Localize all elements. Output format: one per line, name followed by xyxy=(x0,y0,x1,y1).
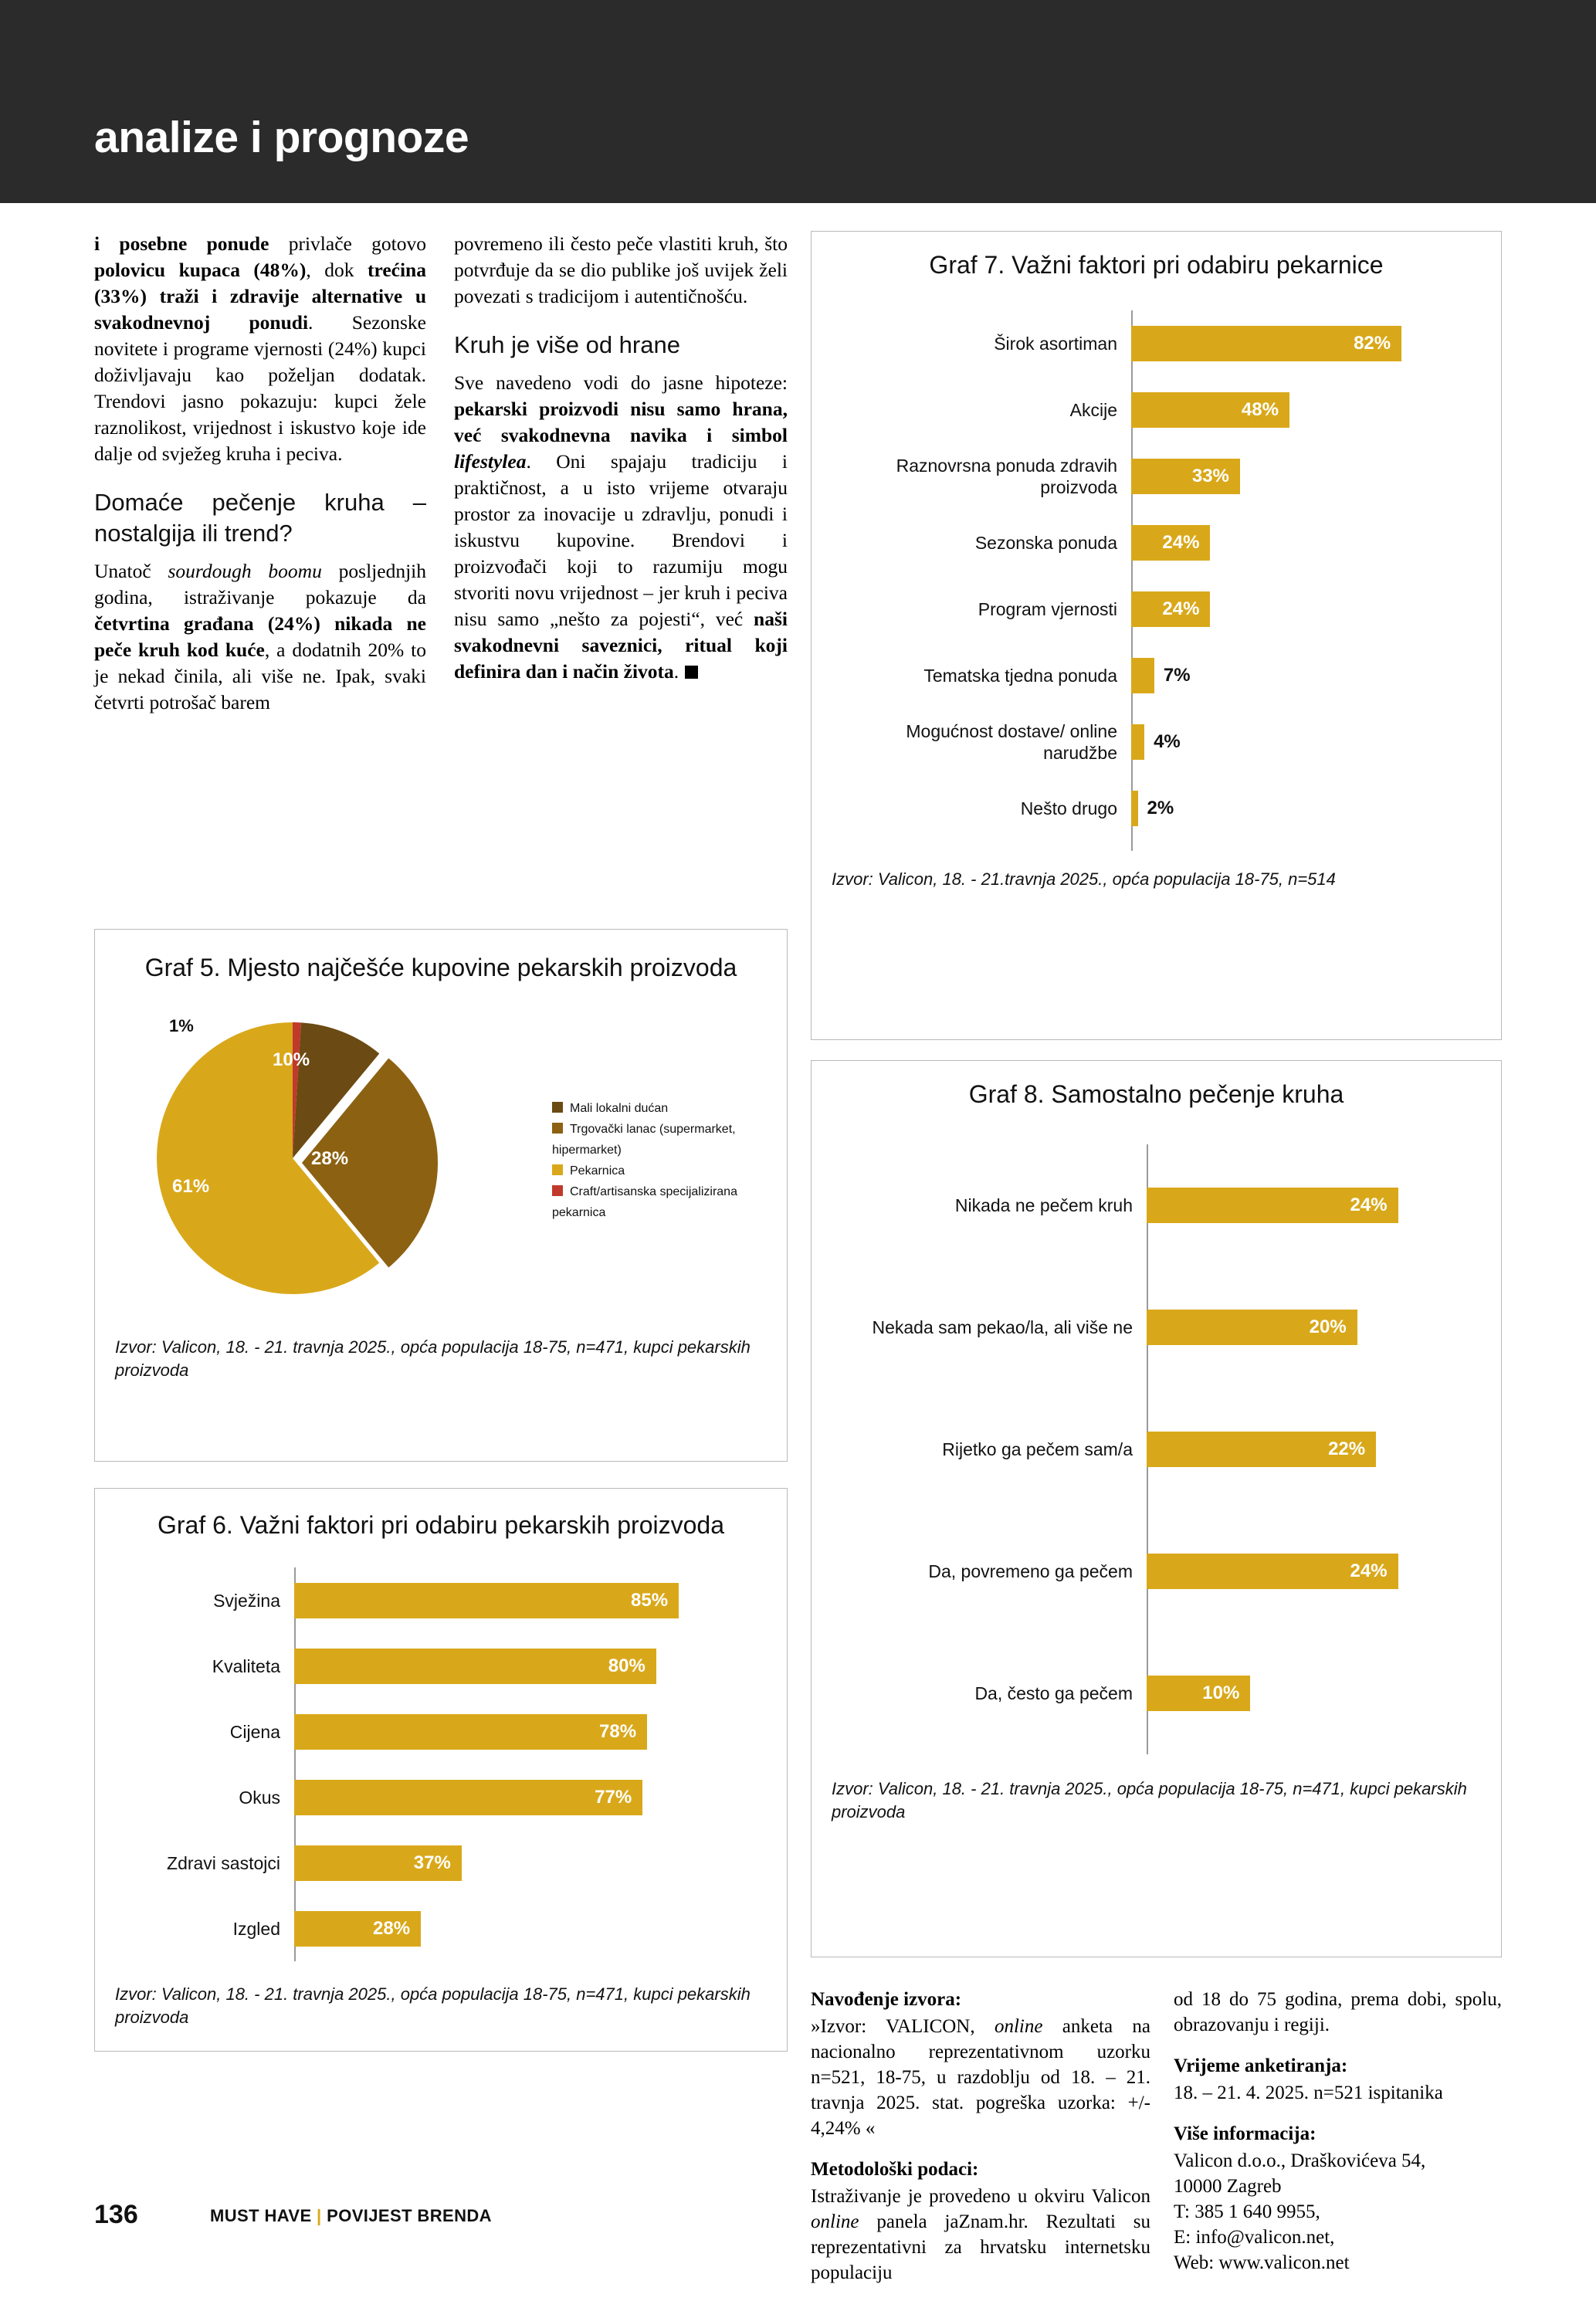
chart-bar-track xyxy=(1131,724,1461,760)
info-paragraph-vrijeme: 18. – 21. 4. 2025. n=521 ispitanika xyxy=(1174,2082,1443,2103)
chart-category-label: Sezonska ponuda xyxy=(974,533,1117,553)
bold-italic-lifestylea: lifestylea xyxy=(454,450,527,473)
page-footer xyxy=(0,2183,1596,2257)
chart-row xyxy=(838,310,1461,377)
legend-item xyxy=(552,1119,768,1161)
chart-row xyxy=(117,1567,747,1633)
chart-panel-graf7 xyxy=(811,231,1502,1040)
chart-bar-track xyxy=(294,1583,747,1618)
chart-bar-value: 2% xyxy=(1147,798,1174,818)
chart-category-label: Zdravi sastojci xyxy=(167,1852,280,1873)
chart-row xyxy=(838,642,1461,709)
chart-bar-value: 28% xyxy=(373,1917,411,1939)
legend-label: Trgovački lanac (supermarket, hipermarket) xyxy=(552,1123,736,1157)
page-title: analize i prognoze xyxy=(94,113,469,162)
chart-bar xyxy=(1131,591,1210,627)
bar-chart-graf7 xyxy=(838,310,1461,842)
chart-bar xyxy=(294,1780,642,1815)
info-italic-online-1: online xyxy=(994,2016,1043,2037)
pie-legend xyxy=(552,1098,768,1223)
info-paragraph-continuation: od 18 do 75 godina, prema dobi, spolu, obrazovanju i regiji. xyxy=(1174,1989,1502,2035)
chart-row xyxy=(838,1144,1461,1266)
paragraph-2 xyxy=(94,558,426,716)
footer-right-text: POVIJEST BRENDA xyxy=(327,2206,492,2225)
footer-separator: | xyxy=(317,2206,322,2225)
legend-swatch-icon xyxy=(552,1164,563,1175)
legend-swatch-icon xyxy=(552,1102,563,1113)
text-3: . Sezonske novitete i programe vjernosti (24%) kupci doživljavaju kao poželjan dodatak. Trendovi jasno pokazuju: kupci žele raznolikost, vrijednost i iskustvo koje ide dalje od svježeg kruha i peciva. xyxy=(94,311,426,465)
pie-label-lanac: 28% xyxy=(311,1148,349,1169)
bold-3: trećina (33%) traži i zdravije alternative u svakodnevnoj ponudi xyxy=(94,259,426,334)
subheading-kruh-je-vise: Kruh je više od hrane xyxy=(454,331,680,358)
chart-bar-track xyxy=(294,1714,747,1750)
italic-sourdough: sourdough boomu xyxy=(168,560,322,582)
chart-bar-track xyxy=(1131,459,1461,494)
chart-bar xyxy=(1131,724,1181,760)
chart-bar xyxy=(1147,1676,1250,1711)
chart-bar-value: 37% xyxy=(413,1852,451,1873)
chart-bar-track xyxy=(1131,392,1461,428)
chart-bar-track xyxy=(1147,1310,1461,1345)
info-website: Web: www.valicon.net xyxy=(1174,2252,1350,2273)
chart-source-graf6: Izvor: Valicon, 18. - 21. travnja 2025., opća populacija 18-75, n=471, kupci pekarskih proizvoda xyxy=(115,1984,751,2027)
chart-category-label: Da, često ga pečem xyxy=(974,1683,1133,1703)
chart-category-label: Okus xyxy=(239,1787,280,1808)
chart-category-label: Kvaliteta xyxy=(212,1655,280,1676)
chart-bar-value: 82% xyxy=(1354,333,1391,354)
chart-axis-graf7 xyxy=(1131,310,1133,851)
chart-bar xyxy=(1147,1310,1357,1345)
chart-source-graf7: Izvor: Valicon, 18. - 21.travnja 2025., opća populacija 18-75, n=514 xyxy=(832,869,1336,889)
bold-6: naši svakodnevni saveznici, ritual koji definira dan i način života xyxy=(454,608,788,683)
chart-source-graf5: Izvor: Valicon, 18. - 21. travnja 2025., opća populacija 18-75, n=471, kupci pekarskih proizvoda xyxy=(115,1337,751,1380)
chart-row xyxy=(838,443,1461,510)
end-mark xyxy=(685,666,698,679)
chart-bar xyxy=(294,1911,421,1947)
info-heading-vise-informacija: Više informacija: xyxy=(1174,2123,1316,2144)
chart-category-label: Da, povremeno ga pečem xyxy=(928,1561,1133,1581)
chart-category-label: Rijetko ga pečem sam/a xyxy=(942,1439,1133,1459)
article-column-left xyxy=(94,231,426,716)
bold-4: četvrtina građana (24%) nikada ne peče kruh kod kuće xyxy=(94,612,426,661)
text-6: , a dodatnih 20% to je nekad činila, ali više ne. Ipak, svaki četvrti potrošač barem xyxy=(94,639,426,713)
chart-bar-value: 24% xyxy=(1162,532,1200,553)
chart-category-label: Raznovrsna ponuda zdravih proizvoda xyxy=(896,456,1117,497)
info-paragraph-navodjenje xyxy=(811,2014,1150,2141)
chart-category-label: Izgled xyxy=(232,1918,280,1939)
legend-item xyxy=(552,1098,768,1119)
chart-category-label: Širok asortiman xyxy=(994,334,1117,354)
chart-bar-value: 24% xyxy=(1350,1195,1388,1215)
chart-title-graf8: Graf 8. Samostalno pečenje kruha xyxy=(968,1080,1344,1108)
chart-row xyxy=(838,377,1461,443)
chart-row xyxy=(117,1699,747,1764)
info-text-4: panela jaZnam.hr. Rezultati su reprezentativni za hrvatsku internetsku populaciju xyxy=(811,2211,1150,2283)
subheading-domace-pecenje: Domaće pečenje kruha – nostalgija ili trend? xyxy=(94,489,426,547)
footer-left-text: MUST HAVE xyxy=(210,2206,312,2225)
chart-category-label: Cijena xyxy=(229,1721,280,1742)
chart-bar xyxy=(1147,1432,1376,1467)
chart-row xyxy=(838,1266,1461,1388)
chart-row xyxy=(117,1896,747,1961)
chart-bar xyxy=(1131,392,1289,428)
chart-bar-track xyxy=(1147,1432,1461,1467)
chart-category-label: Tematska tjedna ponuda xyxy=(923,666,1117,686)
chart-bar-track xyxy=(1131,791,1461,826)
chart-category-label: Akcije xyxy=(1069,400,1117,420)
chart-bar-track xyxy=(294,1780,747,1815)
pie-svg xyxy=(110,991,512,1300)
paragraph-1 xyxy=(94,231,426,467)
chart-row xyxy=(838,510,1461,576)
text-7: Sve navedeno vodi do jasne hipoteze: xyxy=(454,371,788,394)
chart-bar-track xyxy=(294,1649,747,1684)
legend-item xyxy=(552,1161,768,1181)
chart-bar-value: 10% xyxy=(1202,1683,1240,1703)
chart-row xyxy=(117,1830,747,1896)
chart-row xyxy=(838,1388,1461,1510)
info-phone: T: 385 1 640 9955, xyxy=(1174,2201,1320,2222)
chart-bar-value: 20% xyxy=(1309,1317,1347,1337)
legend-label: Mali lokalni dućan xyxy=(570,1102,669,1115)
chart-row xyxy=(117,1633,747,1699)
text-2: , dok xyxy=(306,259,368,281)
chart-bar xyxy=(1131,791,1174,826)
info-email: E: info@valicon.net, xyxy=(1174,2227,1335,2248)
chart-panel-graf6 xyxy=(94,1488,788,2052)
info-heading-metodoloski: Metodološki podaci: xyxy=(811,2159,979,2180)
chart-bar xyxy=(294,1714,647,1750)
chart-bar xyxy=(294,1649,656,1684)
chart-panel-graf5 xyxy=(94,929,788,1462)
legend-item xyxy=(552,1181,768,1223)
footer-section-label xyxy=(210,2206,492,2226)
chart-category-label: Svježina xyxy=(213,1590,280,1611)
chart-category-label: Nešto drugo xyxy=(1020,798,1117,818)
info-text-2: anketa na nacionalno reprezentativnom uzorku n=521, 18-75, u razdoblju od 18. – 21. travnja 2025. stat. pogreška uzorka: +/- 4,24% « xyxy=(811,2016,1150,2139)
legend-label: Craft/artisanska specijalizirana pekarnica xyxy=(552,1185,737,1219)
footer-page-number: 136 xyxy=(94,2200,138,2229)
chart-title-graf6: Graf 6. Važni faktori pri odabiru pekarskih proizvoda xyxy=(158,1511,724,1539)
chart-bar xyxy=(1131,658,1191,693)
bold-5: pekarski proizvodi nisu samo hrana, već svakodnevna navika i simbol xyxy=(454,398,788,446)
info-heading-navodjenje: Navođenje izvora: xyxy=(811,1989,962,2010)
paragraph-4 xyxy=(454,370,788,685)
chart-category-label: Nekada sam pekao/la, ali više ne xyxy=(872,1317,1133,1337)
chart-bar-track xyxy=(1131,525,1461,561)
text-8: . Oni spajaju tradiciju i praktičnost, a u isto vrijeme otvaraju prostor za inovacije u zdravlju, ponudi i iskustvu kupovine. Brendovi i proizvođači koji to razumiju mogu stvoriti novu vrijednost – jer kruh i peciva nisu samo „nešto za pojesti“, već xyxy=(454,450,788,630)
chart-bar-value: 24% xyxy=(1350,1561,1388,1581)
chart-bar-value: 48% xyxy=(1241,399,1279,420)
chart-source-graf8: Izvor: Valicon, 18. - 21. travnja 2025., opća populacija 18-75, n=471, kupci pekarskih proizvoda xyxy=(832,1779,1467,1821)
chart-row xyxy=(838,709,1461,775)
paragraph-3: povremeno ili često peče vlastiti kruh, što potvrđuje da se dio publike još uvijek želi povezati s tradicijom i autentičnošću. xyxy=(454,232,788,307)
chart-bar-value: 77% xyxy=(595,1786,632,1808)
chart-bar xyxy=(1131,459,1240,494)
chart-bar xyxy=(294,1583,679,1618)
page-body xyxy=(0,203,1596,2283)
chart-category-label: Nikada ne pečem kruh xyxy=(954,1195,1133,1215)
chart-row xyxy=(838,1632,1461,1754)
chart-bar-track xyxy=(1131,326,1461,361)
legend-swatch-icon xyxy=(552,1123,563,1134)
chart-bar-value: 78% xyxy=(599,1720,637,1742)
text-1: privlače gotovo xyxy=(269,232,426,255)
chart-bar xyxy=(1131,326,1401,361)
text-9: . xyxy=(673,660,679,683)
chart-axis-graf6 xyxy=(294,1567,296,1961)
legend-swatch-icon xyxy=(552,1185,563,1196)
info-text-3: Istraživanje je provedeno u okviru Valicon xyxy=(811,2186,1150,2207)
chart-bar-track xyxy=(294,1911,747,1947)
bar-chart-graf6 xyxy=(117,1567,747,1961)
text-4: Unatoč xyxy=(94,560,168,582)
chart-panel-graf8 xyxy=(811,1060,1502,1957)
chart-title-graf7: Graf 7. Važni faktori pri odabiru pekarnice xyxy=(929,251,1384,279)
lead-bold-1: i posebne ponude xyxy=(94,232,269,255)
chart-bar-value: 7% xyxy=(1163,665,1191,686)
chart-bar-track xyxy=(1147,1554,1461,1589)
pie-label-mali-lokalni: 10% xyxy=(273,1049,310,1070)
chart-bar-value: 22% xyxy=(1328,1439,1366,1459)
info-text-1: »Izvor: VALICON, xyxy=(811,2016,995,2037)
info-address-line-1: Valicon d.o.o., Draškovićeva 54, xyxy=(1174,2150,1426,2171)
bold-2: polovicu kupaca (48%) xyxy=(94,259,307,281)
chart-row xyxy=(117,1764,747,1830)
legend-label: Pekarnica xyxy=(570,1164,625,1178)
pie-chart-graf5 xyxy=(95,984,787,1316)
chart-bar xyxy=(1147,1554,1398,1589)
chart-bar-value: 33% xyxy=(1191,466,1229,486)
chart-category-label: Program vjernosti xyxy=(978,599,1117,619)
chart-bar-value: 85% xyxy=(631,1589,669,1611)
chart-bar-value: 80% xyxy=(608,1655,646,1676)
text-5: posljednjih godina, istraživanje pokazuje da xyxy=(94,560,426,608)
chart-title-graf5: Graf 5. Mjesto najčešće kupovine pekarskih proizvoda xyxy=(144,954,737,981)
chart-bar xyxy=(294,1845,462,1881)
chart-row xyxy=(838,775,1461,842)
chart-bar-track xyxy=(1147,1188,1461,1223)
info-italic-online-2: online xyxy=(811,2211,859,2232)
chart-row xyxy=(838,1510,1461,1632)
info-heading-vrijeme: Vrijeme anketiranja: xyxy=(1174,2055,1348,2076)
chart-bar-track xyxy=(1131,658,1461,693)
chart-bar-value: 4% xyxy=(1154,731,1181,752)
pie-label-craft: 1% xyxy=(169,1016,194,1035)
chart-row xyxy=(838,576,1461,642)
chart-bar xyxy=(1147,1188,1398,1223)
chart-bar-value: 24% xyxy=(1162,598,1200,619)
bar-chart-graf8 xyxy=(838,1144,1461,1754)
info-address-line-2: 10000 Zagreb xyxy=(1174,2176,1282,2197)
chart-bar-track xyxy=(1131,591,1461,627)
article-column-middle xyxy=(454,231,788,685)
chart-category-label: Mogućnost dostave/ online narudžbe xyxy=(906,721,1117,763)
page-header-band xyxy=(0,0,1596,203)
chart-bar xyxy=(1131,525,1210,561)
pie-label-pekarnica: 61% xyxy=(172,1176,210,1197)
chart-bar-track xyxy=(294,1845,747,1881)
chart-bar-track xyxy=(1147,1676,1461,1711)
